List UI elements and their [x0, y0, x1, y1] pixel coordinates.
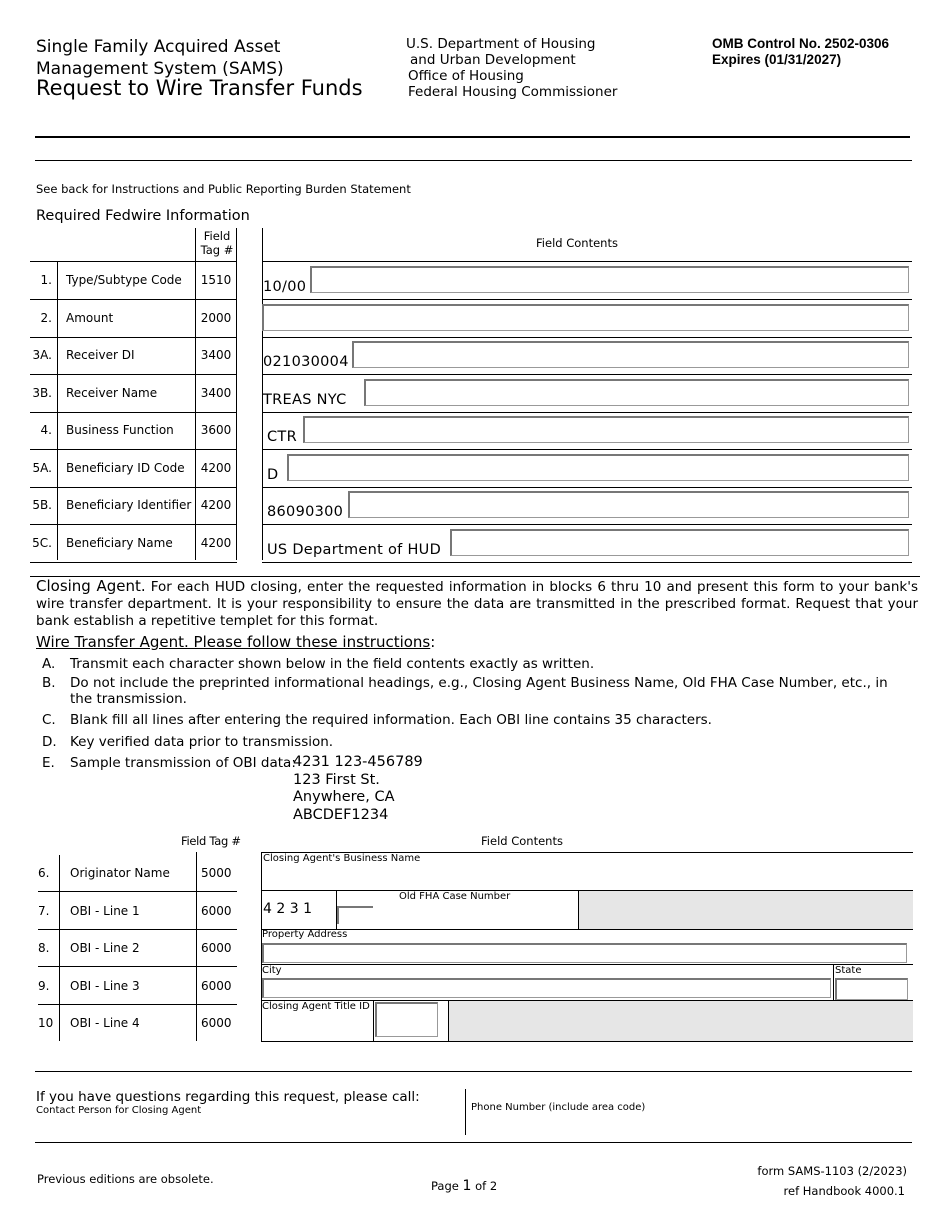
fedwire-field-contents-row — [262, 262, 912, 300]
fedwire-row-label: Receiver Name — [66, 385, 158, 400]
form-id: form SAMS-1103 (2/2023) — [757, 1164, 907, 1178]
title-id-input[interactable] — [375, 1002, 438, 1037]
page-prefix: Page — [431, 1179, 459, 1193]
fedwire-row-label: Business Function — [66, 423, 174, 437]
instruction-letter: B. — [42, 675, 56, 691]
fedwire-field-input[interactable] — [287, 454, 909, 481]
obi-row-label: OBI - Line 4 — [70, 1016, 140, 1030]
obi-right-bottom-rule — [261, 1041, 913, 1042]
fedwire-field-input[interactable] — [348, 491, 909, 518]
field-tag-header — [198, 229, 236, 257]
header-divider-2 — [35, 160, 912, 161]
obi-sample-line: Anywhere, CA — [293, 789, 395, 805]
old-fha-label: Old FHA Case Number — [399, 891, 511, 902]
fedwire-field-contents-row — [262, 375, 912, 413]
instruction-letter: D. — [42, 734, 57, 750]
obi-row-number: 10 — [38, 1016, 54, 1030]
obi-rule-4 — [261, 964, 913, 965]
fedwire-row-number: 5A. — [32, 460, 52, 475]
obi-row — [38, 929, 237, 967]
obi-row — [38, 1004, 237, 1040]
fedwire-field-input[interactable] — [303, 416, 909, 443]
title-line-1: Single Family Acquired Asset — [36, 37, 281, 57]
wire-agent-heading: Wire Transfer Agent. Please follow these instructions — [36, 633, 431, 651]
fedwire-row — [30, 300, 237, 338]
fedwire-row-number: 3A. — [32, 348, 52, 362]
obi-row — [38, 967, 237, 1005]
obi-sample-line: ABCDEF1234 — [293, 806, 389, 823]
wire-agent-heading-colon: : — [430, 633, 436, 651]
city-state-divider — [833, 965, 834, 1000]
instruction-letter: C. — [42, 712, 56, 728]
title-line-2: Management System (SAMS) — [36, 59, 284, 79]
obi-rule-3 — [261, 929, 913, 930]
contact-divider — [465, 1089, 466, 1135]
fedwire-field-value: TREAS NYC — [263, 391, 347, 408]
obi-row-number: 8. — [38, 941, 50, 955]
fedwire-field-contents-row — [262, 450, 912, 488]
obi-row-tag: 6000 — [201, 903, 232, 918]
fedwire-row-tag: 3400 — [200, 385, 232, 400]
closing-agent-text: For each HUD closing, enter the requested information in blocks 6 thru 10 and present this form to your bank's wire transfer department. It is your responsibility to ensure the data are transmitted in the prescribed format. Request that your bank establish a repetitive templet for this format. — [36, 579, 918, 629]
obi-row-label: Originator Name — [70, 866, 170, 880]
field-tag-header-line2: Tag # — [200, 243, 234, 257]
obi-row-label: OBI - Line 1 — [70, 903, 140, 918]
fedwire-row — [30, 450, 237, 488]
fedwire-section-title: Required Fedwire Information — [36, 208, 250, 224]
agency-line-2: and Urban Development — [410, 52, 576, 68]
fedwire-field-value: 86090300 — [267, 504, 344, 520]
fedwire-row-tag: 1510 — [200, 273, 232, 287]
agency-line-1: U.S. Department of Housing — [406, 36, 596, 52]
closing-agent-heading: Closing Agent. — [36, 577, 146, 595]
fedwire-field-value: 021030004 — [263, 354, 349, 370]
fedwire-field-input[interactable] — [450, 529, 909, 556]
fha-prefix-box[interactable] — [337, 906, 373, 924]
fedwire-row-tag: 4200 — [200, 498, 232, 512]
fedwire-row-number: 3B. — [32, 385, 52, 400]
obi-row-tag: 6000 — [201, 941, 232, 955]
header-divider — [35, 136, 910, 138]
fedwire-row — [30, 525, 237, 563]
fedwire-field-input[interactable] — [262, 304, 909, 331]
fedwire-row-tag: 4200 — [200, 460, 232, 475]
instruction-text: Transmit each character shown below in the field contents exactly as written. — [70, 656, 595, 672]
instruction-text: Key verified data prior to transmission. — [70, 734, 334, 750]
form-title: Request to Wire Transfer Funds — [36, 76, 363, 100]
obi-row — [38, 892, 237, 930]
fedwire-row-tag: 4200 — [200, 535, 232, 550]
wire-agent-heading-block — [36, 633, 435, 651]
fedwire-row — [30, 337, 237, 375]
fedwire-field-contents-row — [262, 300, 912, 338]
obi-row-tag: 6000 — [201, 978, 232, 993]
fedwire-field-contents-row — [262, 337, 912, 375]
fedwire-row-number: 5C. — [32, 535, 52, 550]
closing-agent-paragraph — [36, 578, 918, 630]
instruction-text: Do not include the preprinted informational headings, e.g., Closing Agent Business Name, Old FHA Case Number, etc., in the transmission. — [70, 675, 888, 707]
obi-line1-prefix: 4 2 3 1 — [263, 901, 312, 917]
obi-line1-shaded — [579, 891, 913, 929]
obi-row-tag: 5000 — [201, 866, 232, 880]
obi-row-number: 6. — [38, 866, 50, 880]
agency-line-4: Federal Housing Commissioner — [408, 84, 618, 100]
fedwire-field-contents-row — [262, 412, 912, 450]
fedwire-row — [30, 487, 237, 525]
fedwire-field-contents-row — [262, 487, 912, 525]
title-id-divider — [373, 1001, 374, 1041]
title-id-shaded — [449, 1001, 913, 1041]
fedwire-row-tag: 3600 — [200, 423, 232, 437]
business-name-label: Closing Agent's Business Name — [263, 853, 421, 864]
field-tag-header-line1: Field — [203, 229, 231, 243]
fedwire-field-value: D — [267, 466, 279, 483]
city-label: City — [262, 965, 282, 976]
title-id-label: Closing Agent Title ID — [262, 1001, 370, 1012]
handbook-ref: ref Handbook 4000.1 — [783, 1184, 905, 1198]
fedwire-field-value: 10/00 — [263, 279, 307, 295]
fedwire-field-contents-row — [262, 525, 912, 563]
fedwire-row-label: Receiver DI — [66, 348, 135, 362]
phone-number-label: Phone Number (include area code) — [471, 1102, 646, 1113]
obi-row-label: OBI - Line 2 — [70, 941, 140, 955]
obi-sample-line: 123 First St. — [293, 771, 380, 788]
obi-field-tag-header: Field Tag # — [181, 834, 241, 848]
property-address-input[interactable] — [262, 943, 907, 963]
instruction-letter: E. — [42, 755, 55, 771]
obi-sample-line: 4231 123-456789 — [293, 754, 423, 770]
obi-sample — [293, 754, 423, 824]
obi-row-number: 7. — [38, 903, 50, 918]
page-suffix: of 2 — [475, 1179, 498, 1193]
omb-expiration: Expires (01/31/2027) — [712, 52, 842, 67]
fedwire-row — [30, 375, 237, 413]
instruction-text: Sample transmission of OBI data: — [70, 755, 296, 771]
closing-agent-rule — [30, 576, 920, 577]
obi-field-contents-header: Field Contents — [481, 834, 563, 848]
fedwire-row-label: Beneficiary Name — [66, 535, 173, 550]
fedwire-row-label: Amount — [66, 310, 114, 325]
obi-row-label: OBI - Line 3 — [70, 978, 140, 993]
fedwire-row-label: Type/Subtype Code — [66, 273, 182, 287]
fedwire-field-value: CTR — [267, 429, 297, 445]
fedwire-field-input[interactable] — [352, 341, 909, 368]
fedwire-field-input[interactable] — [310, 266, 909, 293]
obi-row — [38, 854, 237, 892]
instruction-text: Blank fill all lines after entering the required information. Each OBI line contains 35 characters. — [70, 712, 712, 728]
fedwire-row-number: 2. — [40, 310, 52, 325]
see-back-note: See back for Instructions and Public Reporting Burden Statement — [36, 182, 411, 196]
contact-person-label: Contact Person for Closing Agent — [36, 1105, 202, 1116]
field-contents-header: Field Contents — [536, 236, 618, 250]
contact-question: If you have questions regarding this request, please call: — [36, 1089, 420, 1105]
fedwire-row-number: 4. — [40, 423, 52, 437]
contact-top-rule — [35, 1071, 912, 1072]
fedwire-row-tag: 2000 — [200, 310, 232, 325]
obsolete-note: Previous editions are obsolete. — [37, 1172, 214, 1186]
fedwire-field-input[interactable] — [364, 379, 909, 406]
fedwire-row-number: 1. — [40, 273, 52, 287]
page-number — [431, 1178, 497, 1194]
fedwire-row-label: Beneficiary ID Code — [66, 460, 185, 475]
agency-line-3: Office of Housing — [408, 68, 524, 84]
city-input[interactable] — [262, 978, 831, 998]
fedwire-row — [30, 412, 237, 450]
fedwire-row-tag: 3400 — [200, 348, 232, 362]
state-label: State — [835, 965, 862, 976]
property-address-label: Property Address — [262, 929, 348, 940]
omb-control-number: OMB Control No. 2502-0306 — [712, 36, 890, 51]
fedwire-field-value: US Department of HUD — [267, 541, 442, 558]
state-input[interactable] — [835, 978, 908, 1000]
obi-row-tag: 6000 — [201, 1016, 232, 1030]
obi-row-number: 9. — [38, 978, 50, 993]
fedwire-row — [30, 262, 237, 300]
fedwire-row-label: Beneficiary Identifier — [66, 498, 192, 512]
fedwire-row-number: 5B. — [32, 498, 52, 512]
page-current: 1 — [462, 1178, 472, 1194]
contact-bottom-rule — [35, 1142, 912, 1143]
instruction-letter: A. — [42, 656, 56, 672]
